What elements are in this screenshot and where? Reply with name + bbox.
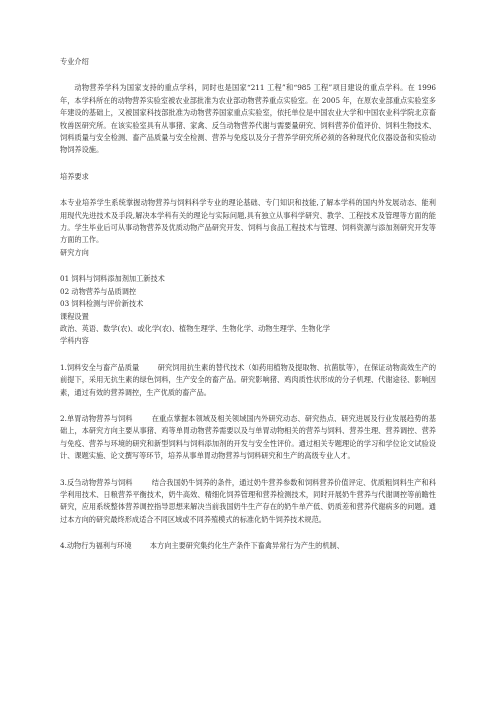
- content-section-4: [60, 540, 436, 552]
- spacer: [60, 348, 436, 362]
- requirements-heading: 培养要求: [60, 171, 89, 181]
- intro-heading: 专业介绍: [60, 57, 89, 66]
- section-title: 3.反刍动物营养与饲料: [60, 477, 133, 487]
- content-heading: 学科内容: [60, 336, 89, 346]
- direction-item: 01 饲料与饲料添加剂加工新技术: [60, 274, 165, 284]
- section-title: 2.单胃动物营养与饲料: [60, 413, 133, 423]
- document-page: [60, 56, 436, 553]
- section-title: 1.饲料安全与畜产品质量: [60, 362, 140, 372]
- content-section-2: [60, 413, 436, 463]
- section-body: 研究饲用抗生素的替代技术（如药用植物及提取物、抗菌肽等），在保证动物高效生产的前提下，采用无抗生素的绿色饲料，生产安全的畜产品。研究影响猪、鸡肉质性状形成的分子机理、代谢途径、影响因素，通过有效的营养调控，生产优质的畜产品。: [60, 362, 437, 397]
- spacer: [60, 259, 436, 273]
- direction-item: 03 饲料检测与评价新技术: [60, 299, 144, 309]
- spacer: [60, 157, 436, 171]
- intro-paragraph: 动物营养学科为国家支持的重点学科，同时也是国家“211 工程”和“985 工程”项目建设的重点学科。在 1996 年，本学科所在的动物营养实验室被农业部批准为农业部动物营养重点实验室。在 2005 年，在原农业部重点实验室多年建设的基础上，又被国家科技部批准为动物营养国家重点实验室，依托单位是中国农业大学和中国农业科学院北京畜牧兽医研究所。在该实验室具有从事猪、家禽、反刍动物营养代谢与需要量研究、饲料营养价值评价、饲料生物技术、饲料质量与安全检测、畜产品质量与安全检测、营养与免疫以及分子营养学研究所必须的各种现代化仪器设备和实验动物饲养设施。: [60, 83, 436, 155]
- spacer: [60, 68, 436, 82]
- courses-list: 政治、英语、数学(农)、或化学(农)、植物生理学、生物化学、动物生理学、生物化学: [60, 323, 330, 333]
- direction-item: 02 动物营养与品质调控: [60, 286, 137, 296]
- spacer: [60, 183, 436, 197]
- section-title: 4.动物行为福利与环境: [60, 541, 132, 551]
- section-body: 在重点掌握本领域及相关领域国内外研究动态、研究热点、研究进展及行业发展趋势的基础上，本研究方向主要从事猪、鸡等单胃动物营养需要以及与单胃动物相关的营养与饲料、营养生理、营养调控、营养与免疫、营养与环境的研究和新型饲料与饲料添加剂的开发与安全性评价。通过相关专题理论的学习和学位论文试验设计、课题实施、论文撰写等环节，培养从事单胃动物营养与饲料研究和生产的高级专业人才。: [60, 413, 437, 461]
- section-body: 本方向主要研究集约化生产条件下畜禽异常行为产生的机制、: [149, 541, 344, 551]
- requirements-paragraph: 本专业培养学生系统掌握动物营养与饲料科学专业的理论基础、专门知识和技能,了解本学科的国内外发展动态、能利用现代先进技术及手段,解决本学科有关的理论与实际问题,具有独立从事科学研究、教学、工程技术及管理等方面的能力。学生毕业后可从事动物营养及优质动物产品研究开发、饲料与食品工程技术与管理、饲料资源与添加剂研究开发等方面的工作。: [60, 198, 436, 245]
- directions-heading: 研究方向: [60, 247, 89, 257]
- spacer: [60, 399, 436, 413]
- spacer: [60, 463, 436, 477]
- section-body: 结合我国奶牛饲养的条件，通过奶牛营养参数和饲料营养价值评定、优质粗饲料生产和科学利用技术、日粮营养平衡技术，奶牛高效、精细化饲养管理和营养检测技术，同时开展奶牛营养与代谢调控等前瞻性研究，应用系统整体营养调控指导思想来解决当前我国奶牛生产存在的奶牛单产低、奶质差和营养代谢病多的问题。通过本方向的研究最终形成适合不同区域或不同养殖模式的标准化奶牛饲养技术规范。: [60, 477, 437, 524]
- spacer: [60, 526, 436, 540]
- content-section-1: [60, 362, 436, 399]
- courses-heading: 课程设置: [60, 311, 89, 321]
- content-section-3: [60, 477, 436, 527]
